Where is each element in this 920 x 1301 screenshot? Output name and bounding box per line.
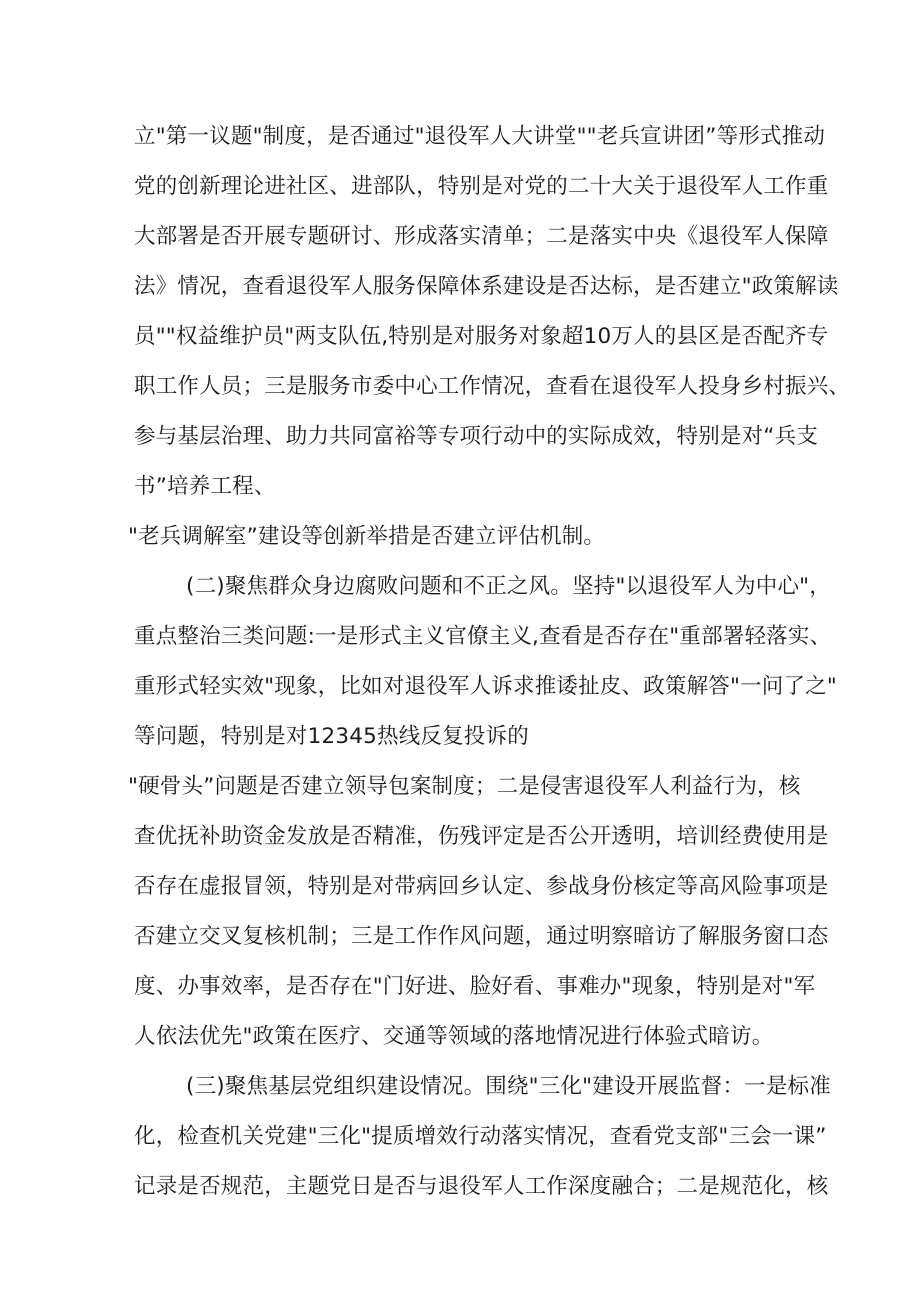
paragraph-line: "老兵调解室”建设等创新举措是否建立评估机制。 bbox=[128, 524, 606, 549]
paragraph-line: 重点整治三类问题:一是形式主义官僚主义,查看是否存在"重部署轻落实、 bbox=[134, 624, 832, 649]
paragraph-line: 人依法优先"政策在医疗、交通等领域的落地情况进行体验式暗访。 bbox=[134, 1024, 774, 1049]
paragraph-line: 党的创新理论进社区、进部队，特别是对党的二十大关于退役军人工作重 bbox=[134, 174, 829, 199]
paragraph-line: 度、办事效率，是否存在"门好进、脸好看、事难办"现象，特别是对"军 bbox=[134, 974, 816, 999]
paragraph-line: 记录是否规范，主题党日是否与退役军人工作深度融合；二是规范化，核 bbox=[134, 1174, 829, 1199]
paragraph-line: 重形式轻实效"现象，比如对退役军人诉求推诿扯皮、政策解答"一问了之" bbox=[134, 674, 837, 699]
paragraph-line: 化，检查机关党建"三化"提质增效行动落实情况，查看党支部"三会一课” bbox=[134, 1124, 827, 1149]
section-heading-line: (三)聚焦基层党组织建设情况。围绕"三化"建设开展监督：一是标准 bbox=[186, 1074, 831, 1099]
section-heading-line: (二)聚焦群众身边腐败问题和不正之风。坚持"以退役军人为中心"， bbox=[186, 574, 831, 599]
paragraph-line: 员""权益维护员"两支队伍,特别是对服务对象超10万人的县区是否配齐专 bbox=[134, 324, 829, 349]
paragraph-line: 立"第一议题"制度，是否通过"退役军人大讲堂""老兵宣讲团”等形式推动 bbox=[134, 124, 826, 149]
paragraph-line: 查优抚补助资金发放是否精准，伤残评定是否公开透明，培训经费使用是 bbox=[134, 824, 829, 849]
paragraph-line: 书”培养工程、 bbox=[134, 474, 276, 499]
paragraph-line: 大部署是否开展专题研讨、形成落实清单；二是落实中央《退役军人保障 bbox=[134, 224, 829, 249]
paragraph-line: 否存在虚报冒领，特别是对带病回乡认定、参战身份核定等高风险事项是 bbox=[134, 874, 829, 899]
paragraph-line: 法》情况，查看退役军人服务保障体系建设是否达标，是否建立"政策解读 bbox=[134, 274, 839, 299]
paragraph-line: 参与基层治理、助力共同富裕等专项行动中的实际成效，特别是对“兵支 bbox=[134, 424, 819, 449]
paragraph-line: 否建立交叉复核机制；三是工作作风问题，通过明察暗访了解服务窗口态 bbox=[134, 924, 829, 949]
paragraph-line: 等问题，特别是对12345热线反复投诉的 bbox=[134, 724, 529, 749]
paragraph-line: "硬骨头”问题是否建立领导包案制度；二是侵害退役军人利益行为，核 bbox=[128, 774, 801, 799]
paragraph-line: 职工作人员；三是服务市委中心工作情况，查看在退役军人投身乡村振兴、 bbox=[134, 374, 851, 399]
